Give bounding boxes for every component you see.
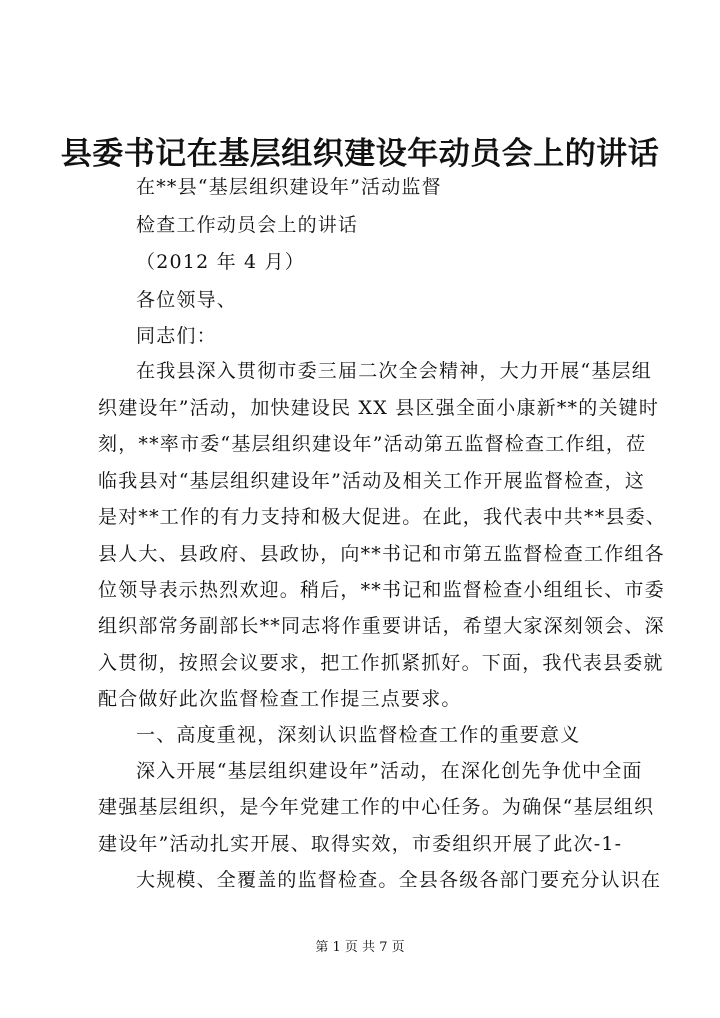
paragraph-line: 入贯彻，按照会议要求，把工作抓紧抓好。下面，我代表县委就 [98, 652, 664, 674]
subtitle-line-2: 检查工作动员会上的讲话 [136, 214, 359, 236]
salutation-line-2: 同志们： [136, 325, 217, 347]
paragraph-line: 深入开展“基层组织建设年”活动，在深化创先争优中全面 [136, 760, 643, 782]
section-heading: 一、高度重视，深刻认识监督检查工作的重要意义 [136, 724, 581, 746]
paragraph-line: 临我县对“基层组织建设年”活动及相关工作开展监督检查，这 [98, 470, 646, 492]
paragraph-line: 织建设年”活动，加快建设民 XX 县区强全面小康新**的关键时 [98, 397, 660, 419]
paragraph-line: 位领导表示热烈欢迎。稍后，**书记和监督检查小组组长、市委 [98, 579, 665, 601]
paragraph-line: 建设年”活动扎实开展、取得实效，市委组织开展了此次-1- [98, 833, 623, 855]
paragraph-line: 大规模、全覆盖的监督检查。全县各级各部门要充分认识在 [136, 869, 662, 891]
paragraph-line: 配合做好此次监督检查工作提三点要求。 [98, 688, 462, 710]
document-title: 县委书记在基层组织建设年动员会上的讲话 [60, 136, 660, 172]
paragraph-line: 组织部常务副部长**同志将作重要讲话，希望大家深刻领会、深 [98, 615, 665, 637]
date-line: （2012 年 4 月） [136, 251, 305, 273]
paragraph-line: 刻，**率市委“基层组织建设年”活动第五监督检查工作组，莅 [98, 433, 647, 455]
paragraph-line: 是对**工作的有力支持和极大促进。在此，我代表中共**县委、 [98, 506, 667, 528]
paragraph-line: 在我县深入贯彻市委三届二次全会精神，大力开展“基层组 [136, 360, 652, 382]
page-footer: 第 1 页 共 7 页 [315, 940, 405, 955]
paragraph-line: 建强基层组织，是今年党建工作的中心任务。为确保“基层组织 [98, 796, 655, 818]
salutation-line-1: 各位领导、 [136, 289, 238, 311]
paragraph-line: 县人大、县政府、县政协，向**书记和市第五监督检查工作组各 [98, 543, 665, 565]
subtitle-line-1: 在**县“基层组织建设年”活动监督 [136, 176, 442, 198]
